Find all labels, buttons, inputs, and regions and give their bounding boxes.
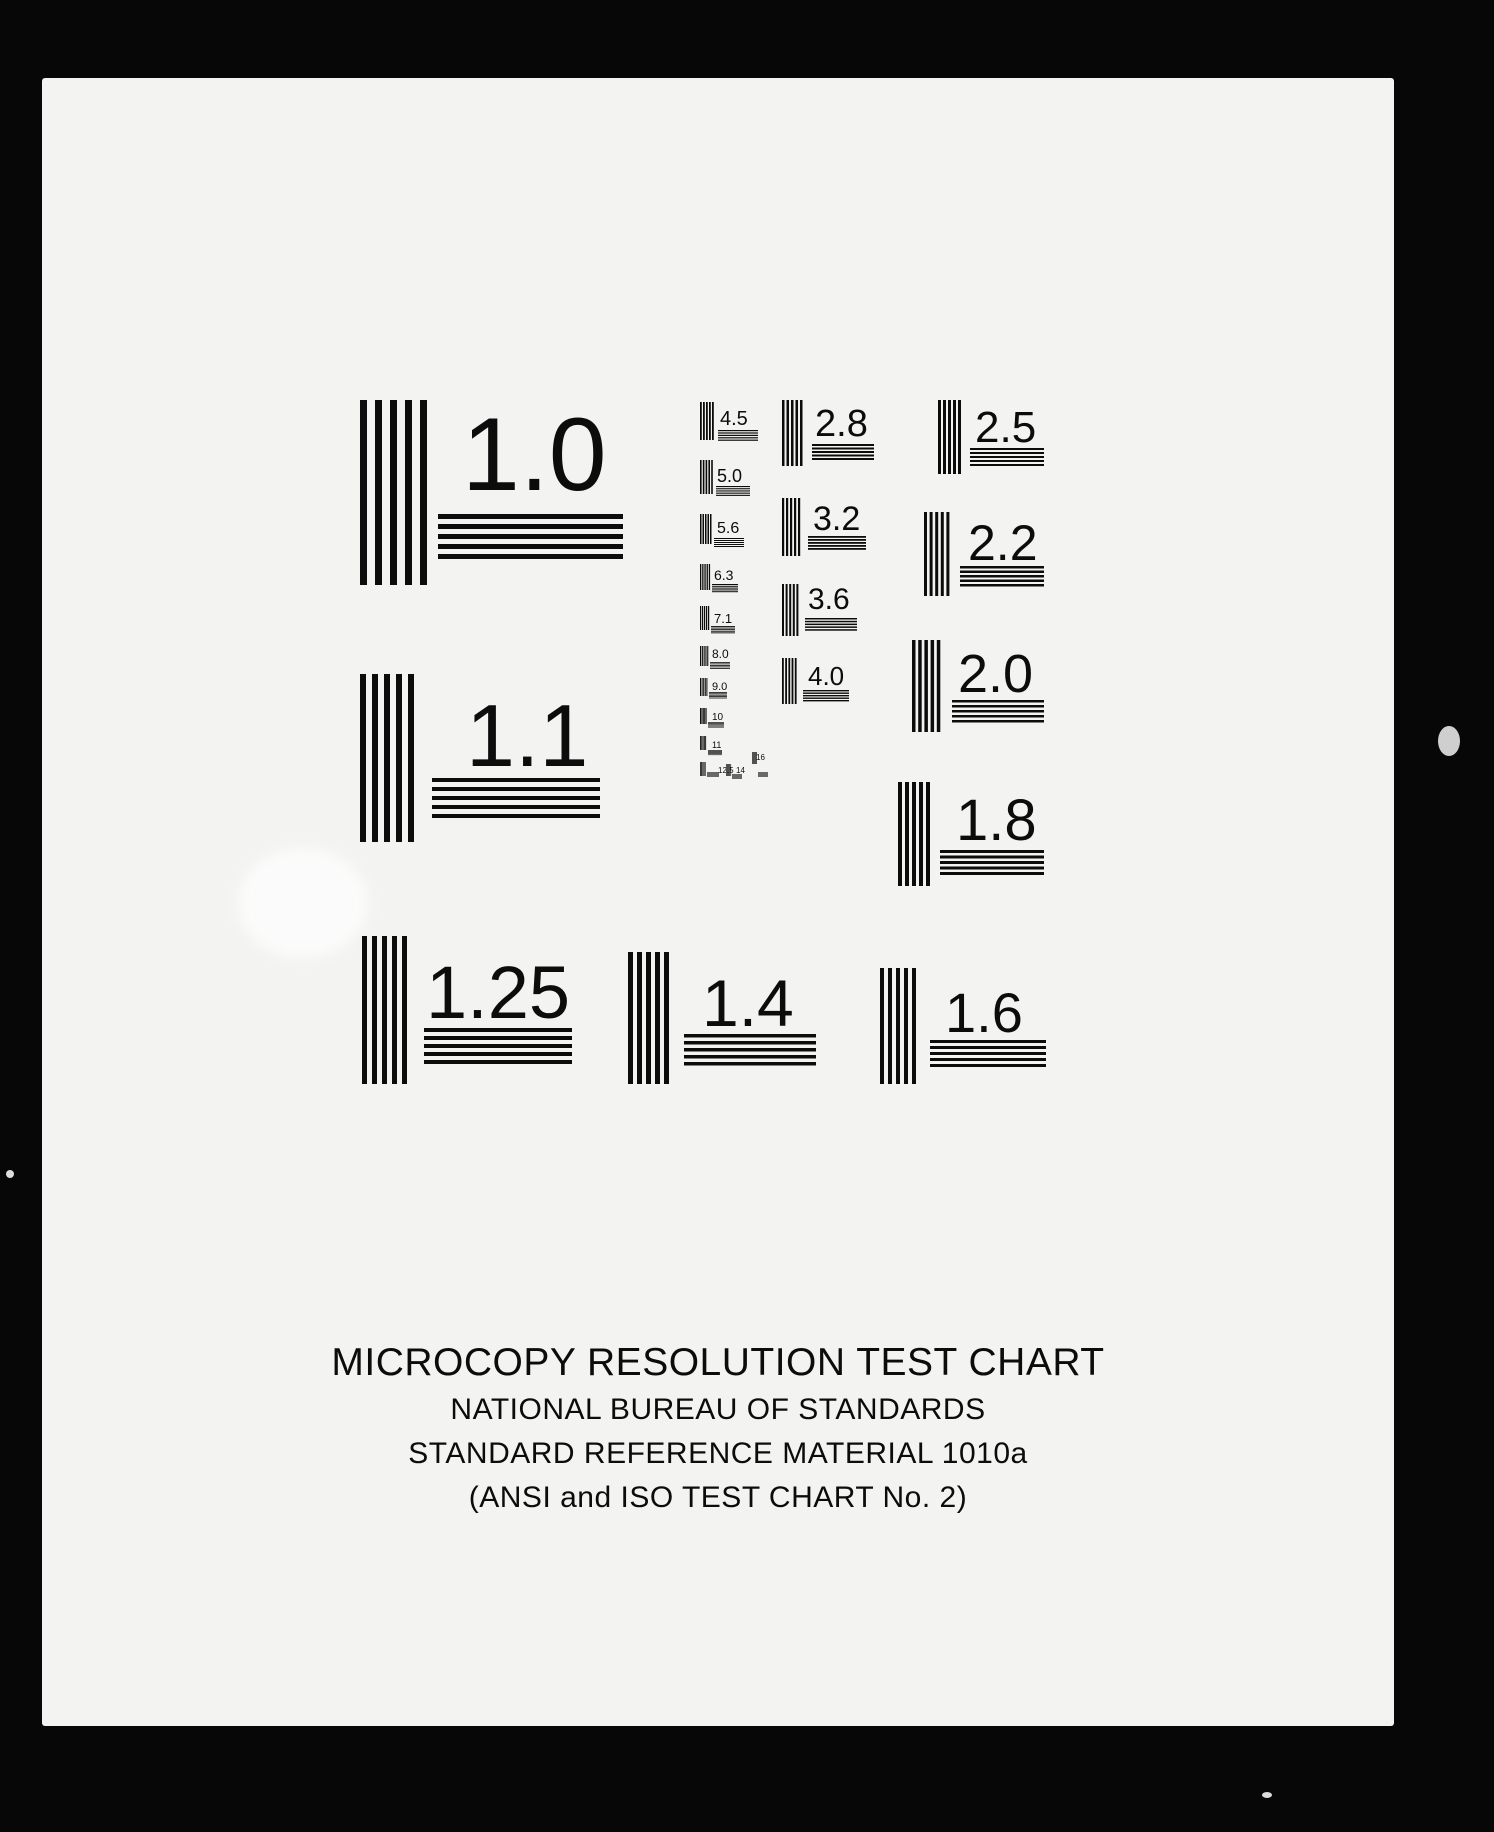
bars-2-5-vbar: [943, 400, 946, 474]
bars-1-1-hbar: [432, 814, 600, 818]
bars-2-8-vbar: [791, 400, 794, 466]
bars-4-5-vbar: [700, 402, 702, 440]
label-5-6: 5.6: [717, 520, 740, 537]
label-8-0: 8.0: [712, 647, 729, 661]
bars-10-hbar: [708, 724, 724, 725]
bars-10-hbar: [708, 726, 724, 727]
bars-6-3-vbar: [707, 564, 708, 590]
bars-2-5-hbar: [970, 460, 1044, 462]
bars-12-5-vbar: [704, 762, 705, 776]
bars-1-4-vbar: [628, 952, 633, 1084]
bars-11-vbar: [701, 736, 702, 750]
bars-11-hbar: [708, 751, 722, 752]
bars-3-6-hbar: [805, 626, 857, 628]
label-3-2: 3.2: [813, 500, 861, 538]
bars-3-2-hbar: [808, 548, 866, 550]
bars-11-hbar: [708, 753, 722, 754]
bars-4-0-hbar: [803, 700, 849, 701]
bars-1-0-hbar: [438, 544, 623, 549]
bars-2-5-vbar: [958, 400, 961, 474]
bars-8-0-hbar: [710, 662, 730, 663]
bars-1-6-vbar: [880, 968, 884, 1084]
bars-5-0-hbar: [716, 486, 750, 487]
bars-5-0-hbar: [716, 488, 750, 489]
bars-6-3-hbar: [712, 588, 738, 589]
bars-11-vbar: [704, 736, 705, 750]
bars-10-vbar: [700, 708, 701, 724]
bars-9-0-hbar: [709, 698, 727, 699]
bars-2-8-vbar: [800, 400, 803, 466]
bars-2-2-vbar: [924, 512, 927, 596]
bars-2-0-vbar: [931, 640, 935, 732]
label-9-0: 9.0: [712, 681, 728, 693]
label-12-5: 12.5: [718, 766, 734, 775]
bars-1-4-hbar: [684, 1048, 816, 1052]
bars-8-0-vbar: [700, 646, 701, 666]
bars-3-6-vbar: [796, 584, 798, 636]
bars-6-3-hbar: [712, 591, 738, 592]
bars-2-2-hbar: [960, 584, 1044, 587]
bars-2-5-hbar: [970, 464, 1044, 466]
bars-7-1-hbar: [711, 629, 735, 630]
bars-12-5-hbar: [707, 775, 719, 776]
bars-11-vbar: [703, 736, 704, 750]
bars-12-5-vbar: [702, 762, 703, 776]
bars-4-0-hbar: [803, 698, 849, 699]
label-2-8: 2.8: [815, 403, 868, 445]
bars-8-0-hbar: [710, 664, 730, 665]
bars-3-6-vbar: [789, 584, 791, 636]
bars-4-0-hbar: [803, 693, 849, 694]
label-10: 10: [712, 712, 724, 723]
bars-3-2-hbar: [808, 545, 866, 547]
bars-7-1-vbar: [708, 606, 709, 630]
bars-10-hbar: [708, 727, 724, 728]
bars-1-8-hbar: [940, 867, 1044, 870]
bars-5-0-vbar: [700, 460, 702, 494]
label-3-6: 3.6: [808, 583, 850, 616]
bars-16-vbar: [752, 752, 753, 764]
bars-1-25-hbar: [424, 1052, 572, 1056]
bars-4-0-hbar: [803, 695, 849, 696]
bars-2-5-hbar: [970, 452, 1044, 454]
bars-2-8-vbar: [782, 400, 785, 466]
bars-1-8-vbar: [919, 782, 923, 886]
bars-1-25-vbar: [362, 936, 367, 1084]
bars-9-0-vbar: [705, 678, 706, 696]
bars-9-0-vbar: [703, 678, 704, 696]
bars-2-5-vbar: [953, 400, 956, 474]
bars-1-6-hbar: [930, 1064, 1046, 1067]
bars-7-1-vbar: [700, 606, 701, 630]
bars-14-hbar: [732, 777, 742, 778]
bars-2-0-hbar: [952, 715, 1044, 718]
bars-5-6-vbar: [700, 514, 702, 544]
bars-4-5-hbar: [718, 437, 758, 438]
bars-2-0-hbar: [952, 720, 1044, 723]
bars-9-0-hbar: [709, 696, 727, 697]
dust-speck: [6, 1170, 14, 1178]
bars-11-hbar: [708, 754, 722, 755]
label-6-3: 6.3: [714, 567, 734, 583]
bars-1-4-vbar: [646, 952, 651, 1084]
bars-8-0-hbar: [710, 667, 730, 668]
bars-1-1-hbar: [432, 787, 600, 791]
bars-1-25-hbar: [424, 1036, 572, 1040]
label-2-0: 2.0: [958, 644, 1034, 704]
bars-3-6-hbar: [805, 618, 857, 620]
bars-1-0-vbar: [375, 400, 382, 585]
bars-1-0-vbar: [390, 400, 397, 585]
bars-4-0-vbar: [788, 658, 790, 704]
bars-4-5-hbar: [718, 440, 758, 441]
bars-1-1-hbar: [432, 796, 600, 800]
bars-1-6-vbar: [904, 968, 908, 1084]
bars-1-8-hbar: [940, 861, 1044, 864]
bars-5-6-vbar: [703, 514, 705, 544]
bars-2-5-vbar: [938, 400, 941, 474]
bars-1-1-vbar: [396, 674, 402, 842]
bars-3-6-vbar: [793, 584, 795, 636]
bars-1-0-hbar: [438, 554, 623, 559]
bars-6-3-hbar: [712, 584, 738, 585]
chart-caption: [42, 1338, 1394, 1520]
bars-1-8-vbar: [905, 782, 909, 886]
bars-12-5-vbar: [701, 762, 702, 776]
bars-7-1-vbar: [704, 606, 705, 630]
bars-2-5-hbar: [970, 456, 1044, 458]
label-1-4: 1.4: [702, 966, 794, 1040]
label-4-0: 4.0: [808, 661, 845, 691]
bars-5-0-vbar: [706, 460, 708, 494]
bars-5-6-hbar: [714, 546, 744, 547]
bars-5-6-hbar: [714, 538, 744, 539]
chart-subtitle-3: (ANSI and ISO TEST CHART No. 2): [468, 1481, 968, 1514]
bars-1-0-vbar: [420, 400, 427, 585]
bars-8-0-hbar: [710, 668, 730, 669]
bars-10-vbar: [701, 708, 702, 724]
bars-5-6-hbar: [714, 542, 744, 543]
bars-11-vbar: [705, 736, 706, 750]
bars-1-0-hbar: [438, 514, 623, 519]
bars-1-0-hbar: [438, 524, 623, 529]
bars-1-8-hbar: [940, 856, 1044, 859]
bars-9-0-vbar: [706, 678, 707, 696]
bars-11-hbar: [708, 752, 722, 753]
bars-1-6-hbar: [930, 1052, 1046, 1055]
chart-subtitle-1: NATIONAL BUREAU OF STANDARDS: [450, 1393, 986, 1426]
bars-3-2-hbar: [808, 542, 866, 544]
bars-2-2-hbar: [960, 580, 1044, 583]
bars-2-8-hbar: [812, 455, 874, 457]
bars-5-6-vbar: [710, 514, 712, 544]
bars-4-5-hbar: [718, 432, 758, 433]
bars-1-25-hbar: [424, 1044, 572, 1048]
bars-10-vbar: [703, 708, 704, 724]
bars-4-5-vbar: [703, 402, 705, 440]
bars-16-hbar: [758, 776, 768, 777]
bars-7-1-hbar: [711, 628, 735, 629]
bars-3-6-hbar: [805, 621, 857, 623]
bars-4-0-vbar: [795, 658, 797, 704]
bars-10-vbar: [704, 708, 705, 724]
label-5-0: 5.0: [717, 466, 743, 486]
bars-16-hbar: [758, 774, 768, 775]
bars-2-2-vbar: [941, 512, 944, 596]
bars-6-3-vbar: [702, 564, 703, 590]
bars-8-0-hbar: [710, 665, 730, 666]
bars-9-0-hbar: [709, 695, 727, 696]
bars-1-0-vbar: [360, 400, 367, 585]
bars-3-6-hbar: [805, 624, 857, 626]
bars-6-3-vbar: [709, 564, 710, 590]
bars-9-0-vbar: [700, 678, 701, 696]
bars-6-3-hbar: [712, 589, 738, 590]
chart-title: MICROCOPY RESOLUTION TEST CHART: [331, 1341, 1105, 1384]
bars-2-8-hbar: [812, 451, 874, 453]
bars-2-0-hbar: [952, 705, 1044, 708]
bars-8-0-vbar: [707, 646, 708, 666]
bars-3-2-hbar: [808, 539, 866, 541]
bars-4-0-vbar: [782, 658, 784, 704]
bars-8-0-vbar: [704, 646, 705, 666]
label-7-1: 7.1: [714, 611, 733, 626]
bars-14-hbar: [732, 778, 742, 779]
bars-1-6-vbar: [896, 968, 900, 1084]
bars-2-2-vbar: [946, 512, 949, 596]
bars-3-2-vbar: [790, 498, 792, 556]
bars-2-8-vbar: [787, 400, 790, 466]
bars-1-0-vbar: [405, 400, 412, 585]
bars-1-25-hbar: [424, 1060, 572, 1064]
bars-5-0-hbar: [716, 490, 750, 491]
bars-16-vbar: [754, 752, 755, 764]
bars-1-0-hbar: [438, 534, 623, 539]
bars-12-5-hbar: [707, 776, 719, 777]
bars-10-hbar: [708, 723, 724, 724]
bars-7-1-hbar: [711, 632, 735, 633]
bars-2-8-vbar: [796, 400, 799, 466]
bars-5-6-hbar: [714, 544, 744, 545]
bars-14-hbar: [732, 775, 742, 776]
label-4-5: 4.5: [720, 408, 748, 430]
bars-6-3-vbar: [700, 564, 701, 590]
bars-2-0-hbar: [952, 710, 1044, 713]
bars-11-vbar: [700, 736, 701, 750]
bars-12-5-vbar: [705, 762, 706, 776]
bars-1-4-vbar: [664, 952, 669, 1084]
bars-8-0-vbar: [702, 646, 703, 666]
bars-1-1-hbar: [432, 805, 600, 809]
bars-2-2-vbar: [930, 512, 933, 596]
bars-3-6-vbar: [782, 584, 784, 636]
bars-1-1-vbar: [372, 674, 378, 842]
bars-1-25-vbar: [402, 936, 407, 1084]
bars-11-hbar: [708, 750, 722, 751]
bars-3-2-vbar: [798, 498, 800, 556]
bars-9-0-vbar: [702, 678, 703, 696]
bars-5-0-vbar: [708, 460, 710, 494]
bars-1-6-vbar: [888, 968, 892, 1084]
bars-5-0-hbar: [716, 495, 750, 496]
bars-10-vbar: [706, 708, 707, 724]
bars-1-6-hbar: [930, 1046, 1046, 1049]
bars-3-2-vbar: [794, 498, 796, 556]
bars-1-8-vbar: [926, 782, 930, 886]
label-11: 11: [712, 740, 722, 750]
bars-2-5-vbar: [948, 400, 951, 474]
bars-1-6-vbar: [912, 968, 916, 1084]
bars-2-2-vbar: [935, 512, 938, 596]
label-1-0: 1.0: [462, 397, 607, 513]
bars-3-6-hbar: [805, 629, 857, 631]
label-2-5: 2.5: [975, 403, 1037, 452]
bars-3-2-vbar: [782, 498, 784, 556]
bars-2-8-hbar: [812, 458, 874, 460]
bars-7-1-hbar: [711, 631, 735, 632]
bars-1-1-vbar: [408, 674, 414, 842]
bars-5-6-vbar: [708, 514, 710, 544]
bars-16-hbar: [758, 772, 768, 773]
bars-4-5-hbar: [718, 430, 758, 431]
bars-5-6-vbar: [705, 514, 707, 544]
bars-6-3-vbar: [704, 564, 705, 590]
bars-2-8-hbar: [812, 448, 874, 450]
bars-2-2-hbar: [960, 575, 1044, 578]
bars-1-25-vbar: [382, 936, 387, 1084]
bars-7-1-vbar: [706, 606, 707, 630]
bars-1-4-hbar: [684, 1055, 816, 1059]
bars-4-5-vbar: [712, 402, 714, 440]
bars-4-0-vbar: [792, 658, 794, 704]
bars-1-4-hbar: [684, 1062, 816, 1066]
bars-14-hbar: [732, 776, 742, 777]
bars-1-25-vbar: [372, 936, 377, 1084]
bars-4-5-vbar: [709, 402, 711, 440]
bars-1-8-vbar: [912, 782, 916, 886]
bars-16-hbar: [758, 775, 768, 776]
bars-1-8-hbar: [940, 872, 1044, 875]
bars-5-6-hbar: [714, 540, 744, 541]
bars-6-3-hbar: [712, 586, 738, 587]
bars-5-0-hbar: [716, 493, 750, 494]
bars-3-6-vbar: [786, 584, 788, 636]
label-1-1: 1.1: [466, 686, 589, 785]
label-14: 14: [736, 766, 745, 775]
bars-4-5-hbar: [718, 435, 758, 436]
chart-subtitle-2: STANDARD REFERENCE MATERIAL 1010a: [408, 1437, 1028, 1470]
bars-7-1-hbar: [711, 626, 735, 627]
bars-1-6-hbar: [930, 1058, 1046, 1061]
label-1-25: 1.25: [426, 951, 571, 1034]
bars-5-0-vbar: [703, 460, 705, 494]
bars-3-2-vbar: [786, 498, 788, 556]
bars-2-0-vbar: [924, 640, 928, 732]
label-16: 16: [756, 753, 765, 762]
bars-4-0-vbar: [785, 658, 787, 704]
bars-1-1-vbar: [360, 674, 366, 842]
bars-9-0-hbar: [709, 693, 727, 694]
label-2-2: 2.2: [968, 515, 1038, 571]
bars-2-0-vbar: [918, 640, 922, 732]
dust-speck: [1438, 726, 1460, 756]
bars-1-25-vbar: [392, 936, 397, 1084]
bars-16-vbar: [753, 752, 754, 764]
bars-4-5-vbar: [706, 402, 708, 440]
label-1-6: 1.6: [945, 981, 1023, 1044]
bars-1-4-vbar: [655, 952, 660, 1084]
bars-2-0-vbar: [937, 640, 941, 732]
bars-5-0-vbar: [711, 460, 713, 494]
bars-2-0-vbar: [912, 640, 916, 732]
bars-1-8-vbar: [898, 782, 902, 886]
bars-1-4-hbar: [684, 1041, 816, 1045]
bars-8-0-vbar: [705, 646, 706, 666]
bars-16-hbar: [758, 773, 768, 774]
bars-1-4-vbar: [637, 952, 642, 1084]
bars-12-5-vbar: [700, 762, 701, 776]
bars-1-1-vbar: [384, 674, 390, 842]
dust-speck: [1262, 1792, 1272, 1798]
bars-7-1-vbar: [702, 606, 703, 630]
label-1-8: 1.8: [956, 788, 1037, 853]
